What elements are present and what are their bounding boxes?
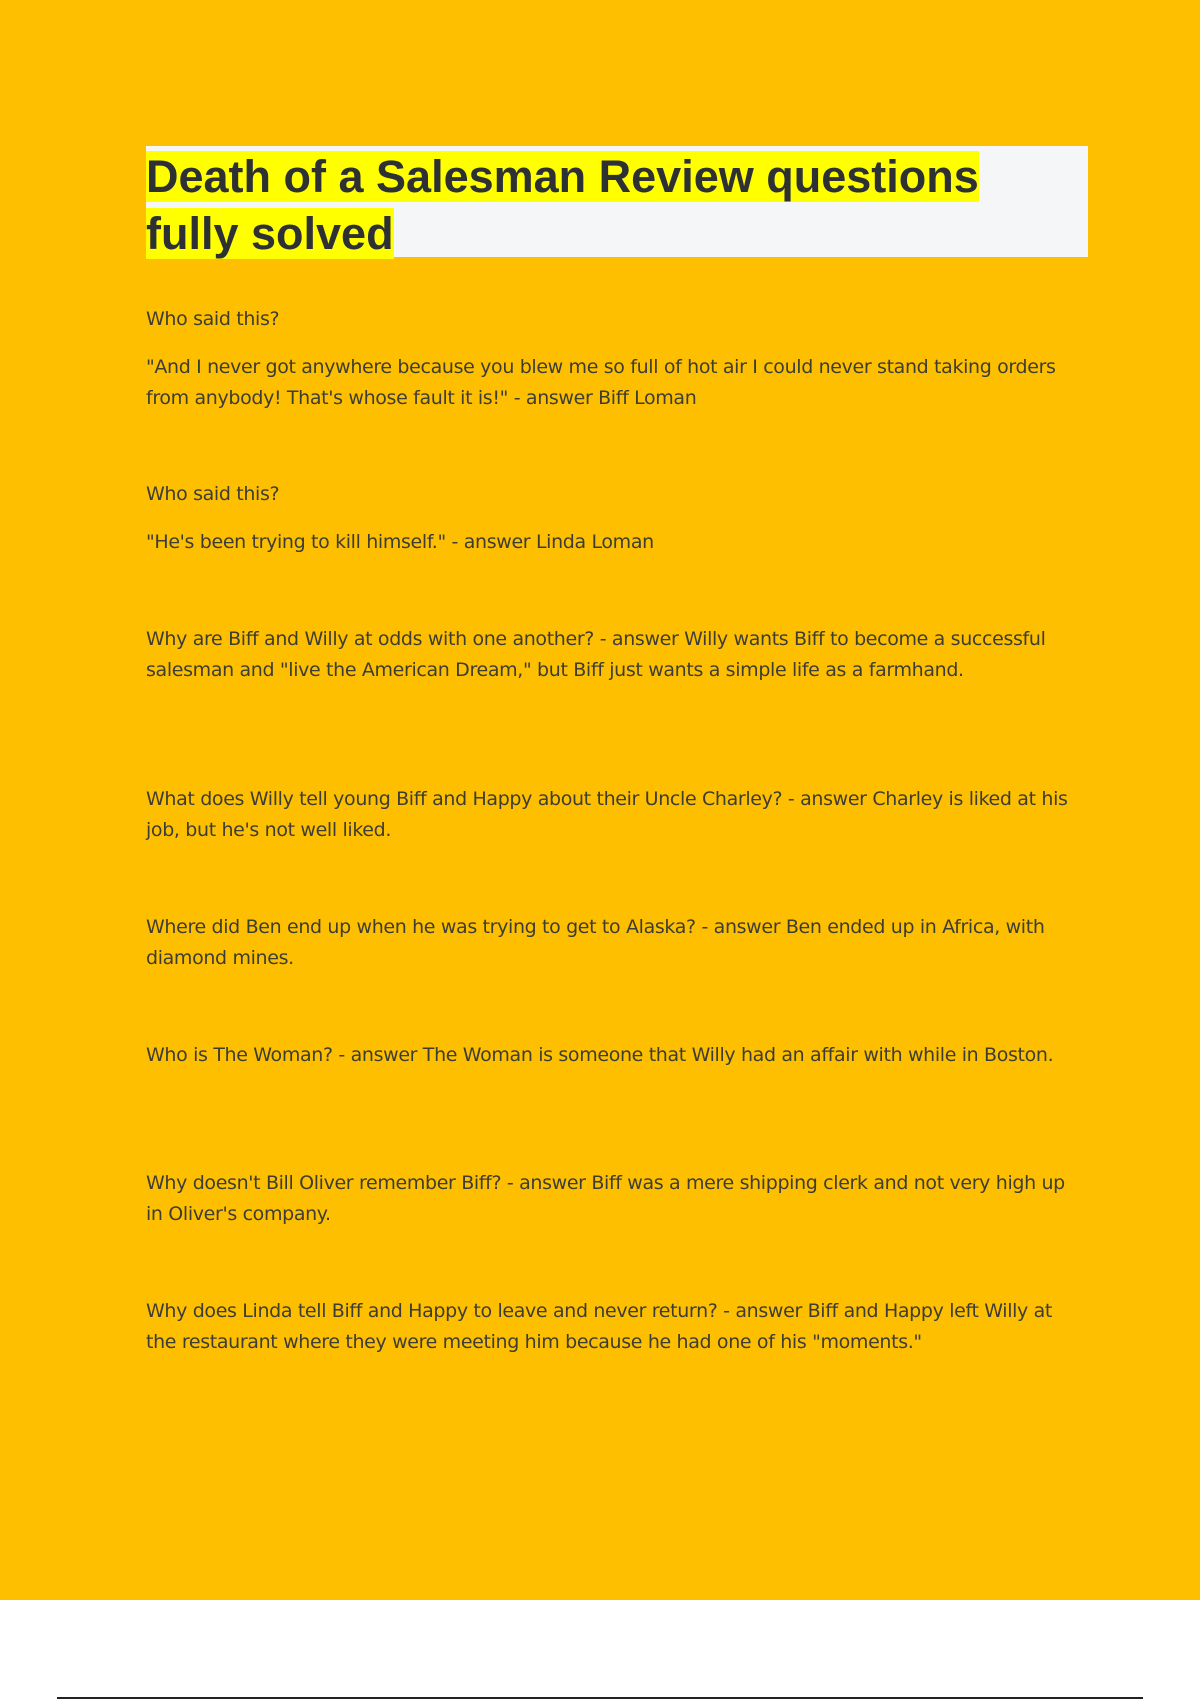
title-line-1: Death of a Salesman Review questions	[146, 151, 979, 202]
question-2-prompt: Who said this?	[146, 483, 280, 505]
title-line-2: fully solved	[146, 208, 394, 259]
question-4: What does Willy tell young Biff and Happy about their Uncle Charley? - answer Charley is liked at his job, but he's not well liked.	[146, 788, 1068, 841]
question-6: Who is The Woman? - answer The Woman is someone that Willy had an affair with while in Boston.	[146, 1044, 1054, 1066]
question-7: Why doesn't Bill Oliver remember Biff? - answer Biff was a mere shipping clerk and not very high up in Oliver's company.	[146, 1172, 1065, 1225]
question-3: Why are Biff and Willy at odds with one another? - answer Willy wants Biff to become a successful salesman and "live the American Dream," but Biff just wants a simple life as a farmhand.	[146, 628, 1046, 681]
question-1-quote: "And I never got anywhere because you blew me so full of hot air I could never stand taking orders from anybody! That's whose fault it is!" - answer Biff Loman	[146, 356, 1056, 409]
footer-divider	[57, 1697, 1143, 1699]
document-title	[146, 148, 1066, 262]
question-5: Where did Ben end up when he was trying to get to Alaska? - answer Ben ended up in Africa, with diamond mines.	[146, 916, 1045, 969]
question-8: Why does Linda tell Biff and Happy to leave and never return? - answer Biff and Happy left Willy at the restaurant where they were meeting him because he had one of his "moments."	[146, 1300, 1053, 1353]
question-1-prompt: Who said this?	[146, 308, 280, 330]
question-2-quote: "He's been trying to kill himself." - answer Linda Loman	[146, 531, 654, 553]
